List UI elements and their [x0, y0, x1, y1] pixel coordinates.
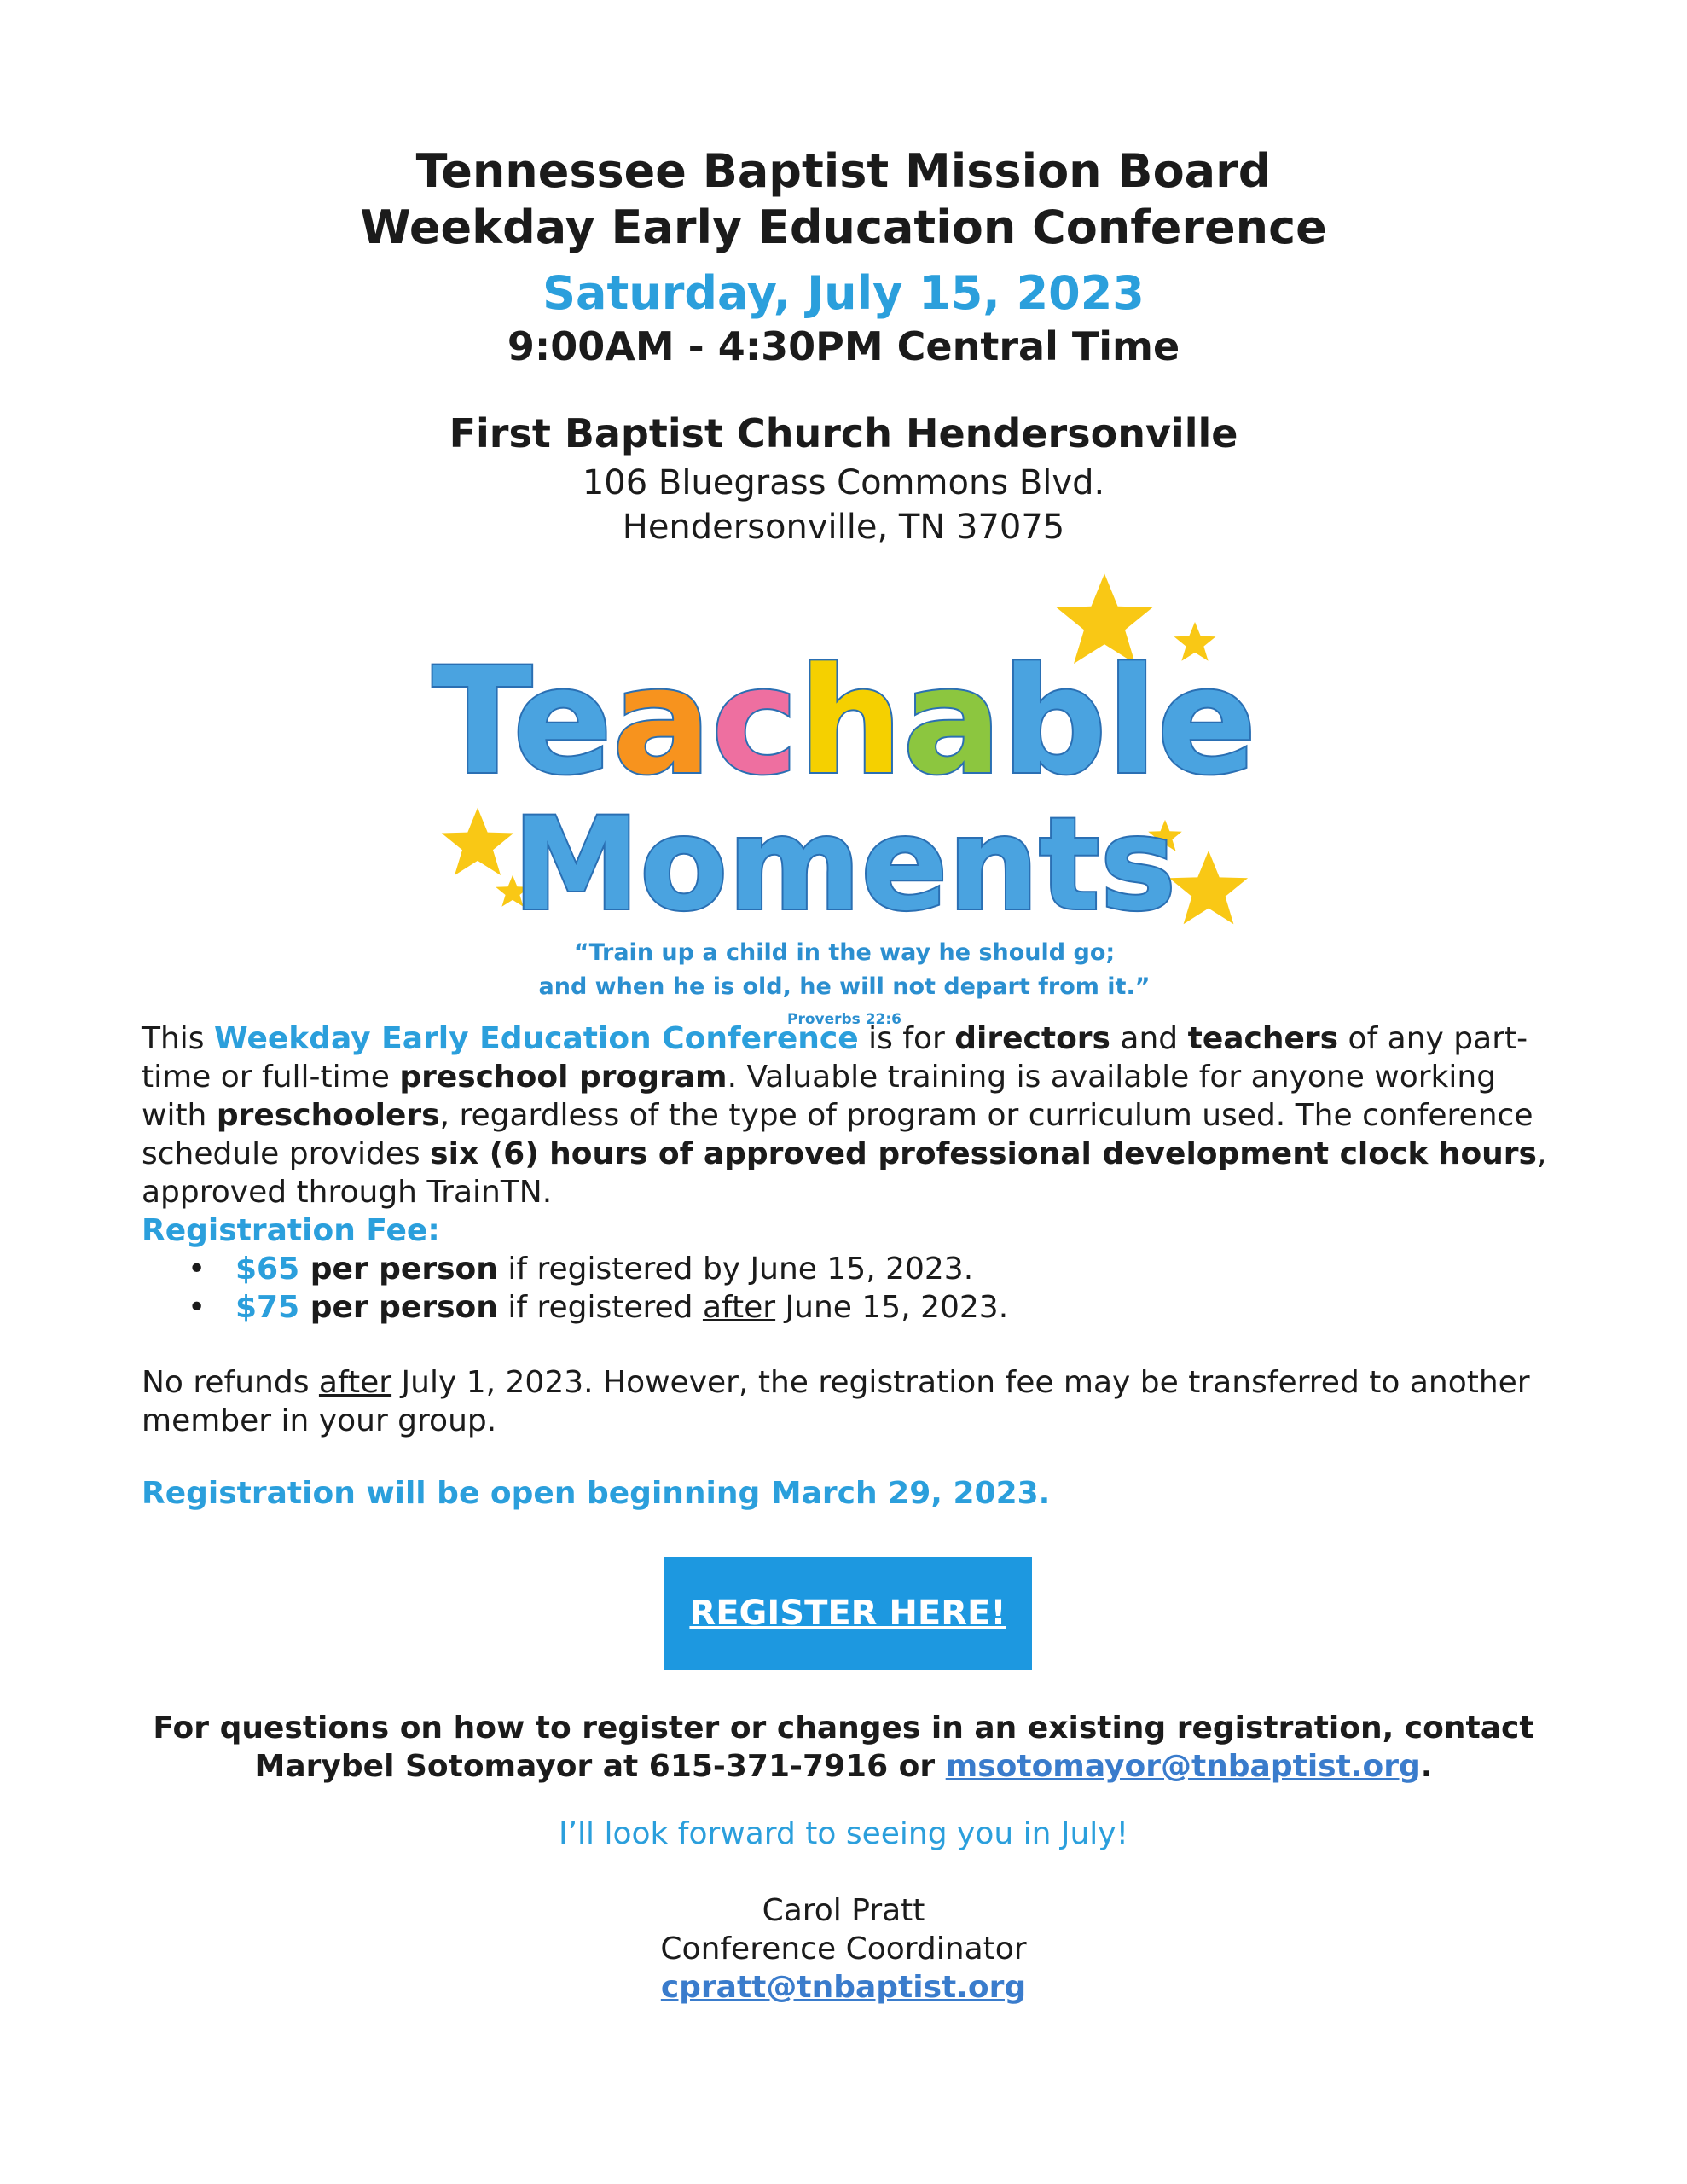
verse-line-1: “Train up a child in the way he should go;: [573, 939, 1116, 966]
fee-list: [188, 1250, 1552, 1327]
fee-heading: Registration Fee:: [142, 1213, 440, 1248]
preschool-program-highlight: preschool program: [399, 1060, 728, 1095]
fee-item: [188, 1250, 1552, 1288]
fee-amount: $75: [235, 1290, 300, 1325]
fee-condition: if registered: [497, 1290, 703, 1325]
refund-after-underline: after: [318, 1365, 392, 1400]
contact-text: For questions on how to register or changes in an existing registration, contact Marybel Sotomayor at 615-371-7916 or: [153, 1711, 1534, 1784]
star-icon: [1169, 851, 1248, 924]
refund-text: July 1, 2023. However, the registration fee may be transferred to another member in your group.: [142, 1365, 1530, 1438]
contact-info: [119, 1709, 1568, 1786]
fee-condition: if registered by June 15, 2023.: [497, 1252, 974, 1287]
logo-letter: h: [797, 636, 903, 807]
org-line: Tennessee Baptist Mission Board: [415, 144, 1272, 198]
intro-text: of any part-time or full-time: [142, 1021, 1528, 1095]
intro-text: and: [1110, 1021, 1188, 1056]
contact-email-link[interactable]: msotomayor@tnbaptist.org: [945, 1749, 1421, 1784]
coordinator-name: Carol Pratt: [762, 1893, 925, 1928]
logo-letter: a: [612, 636, 711, 807]
clock-hours-highlight: six (6) hours of approved professional development clock hours: [430, 1136, 1537, 1171]
register-button[interactable]: REGISTER HERE!: [664, 1557, 1032, 1670]
event-date: Saturday, July 15, 2023: [542, 266, 1145, 320]
signoff: [0, 1891, 1687, 2007]
event-time: 9:00AM - 4:30PM Central Time: [507, 323, 1180, 369]
logo-letter: c: [710, 636, 798, 807]
venue-street: 106 Bluegrass Commons Blvd.: [582, 463, 1105, 502]
logo-word-teachable: [432, 636, 1256, 807]
preschoolers-highlight: preschoolers: [216, 1098, 440, 1133]
intro-text: . Valuable training is available for anyone working with: [142, 1060, 1497, 1133]
event-line: Weekday Early Education Conference: [360, 200, 1327, 254]
verse-reference: Proverbs 22:6: [786, 1011, 902, 1028]
logo-letter: b: [1001, 636, 1107, 807]
fee-after-underline: after: [702, 1290, 776, 1325]
intro-text: , regardless of the type of program or curriculum used. The conference schedule provides: [142, 1098, 1533, 1171]
coordinator-role: Conference Coordinator: [660, 1931, 1027, 1966]
logo-letter: a: [902, 636, 1002, 807]
venue-address: [0, 461, 1687, 549]
closing-line: I’ll look forward to seeing you in July!: [558, 1816, 1129, 1851]
logo-letter: T: [432, 636, 513, 807]
refund-text: No refunds: [142, 1365, 319, 1400]
intro-paragraph: [142, 1019, 1557, 1250]
verse-line-2: and when he is old, he will not depart from it.”: [538, 973, 1151, 1000]
intro-text: is for: [858, 1021, 955, 1056]
star-icon: [442, 808, 514, 875]
teachable-moments-logo: [418, 572, 1271, 1032]
fee-per: per person: [299, 1290, 498, 1325]
logo-letter: e: [513, 636, 612, 807]
registration-open-date: Registration will be open beginning March 29, 2023.: [142, 1476, 1051, 1511]
intro-text: This: [142, 1021, 215, 1056]
fee-per: per person: [299, 1252, 498, 1287]
fee-amount: $65: [235, 1252, 300, 1287]
event-name-highlight: Weekday Early Education Conference: [214, 1021, 859, 1056]
conference-title: [0, 143, 1687, 256]
fee-item: [188, 1288, 1552, 1327]
fee-condition-end: June 15, 2023.: [775, 1290, 1009, 1325]
directors-highlight: directors: [954, 1021, 1110, 1056]
bullet-icon: •: [188, 1252, 206, 1287]
refund-policy: [142, 1363, 1557, 1440]
intro-text: , approved through TrainTN.: [142, 1136, 1547, 1210]
coordinator-email-link[interactable]: cpratt@tnbaptist.org: [660, 1970, 1027, 2005]
logo-letter: e: [1157, 636, 1257, 807]
bullet-icon: •: [188, 1290, 206, 1325]
venue-city: Hendersonville, TN 37075: [622, 508, 1065, 547]
logo-word-moments: Moments: [512, 791, 1177, 939]
teachers-highlight: teachers: [1187, 1021, 1339, 1056]
contact-text-end: .: [1420, 1749, 1433, 1784]
venue-name: First Baptist Church Hendersonville: [449, 410, 1238, 456]
logo-letter: l: [1106, 636, 1157, 807]
